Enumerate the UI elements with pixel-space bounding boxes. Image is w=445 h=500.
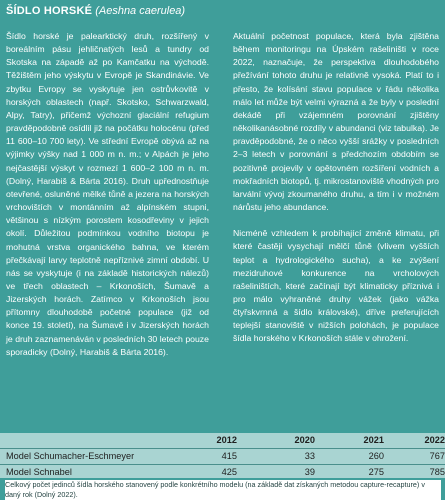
table-header-year: 2012 [180,433,237,449]
right-column [233,30,439,346]
table-cell: 33 [237,449,315,465]
table-row [0,465,445,481]
table-row-label: Model Schnabel [6,467,72,477]
table-header-year: 2020 [237,433,315,449]
table-cell: 260 [315,449,384,465]
article-heading [6,4,185,18]
left-column [6,30,209,359]
left-paragraph: Šídlo horské je palearktický druh, rozšířený v boreálním pásu jehličnatých lesů a tundry od Skotska na západě až po Kamčatku na východě. Těžištěm jeho výskytu v Evropě je Skandinávie. Ve zbytku Evropy se vyskytuje jen ostrůvkovitě v horských oblastech (např. Skotsko, Schwarzwald, Alpy, Tatry), přičemž výchozní glaciální refugium pravděpodobně osídlil již na počátku holocénu (před 11 600–10 700 lety). Ve střední Evropě obývá až na výjimky výšky nad 1 000 m n. m.; v Alpách je jeho nejčastější výskyt v rozmezí 1 600–2 100 m n. m. (Dolný, Harabiš & Bárta 2016). Druh upřednostňuje otevřené, osluněné mělké tůně a jezera na horských vrchovištích v montánním až alpínském stupni, většinou s nízkým porostem kosodřeviny v jejich okolí. Důležitou podmínkou vodního biotopu je mohutná vrstva organického bahna, ve kterém přečkávají larvy teplotně nepříznivé zimní období. U nás se vyskytuje (i na základě historických nálezů) ve třech oblastech – Krkonoších, Šumavě a Jizerských horách. Zatímco v Krkonoších jsou přítomny dlouhodobě početné populace (již od konce 19. století), na Šumavě i v Jizerských horách je druh zaznamenáván v posledních 30 letech pouze sporadicky (Dolný, Harabiš & Bárta 2016). [6,31,209,357]
table-header-empty [0,433,180,449]
table-cell: 415 [180,449,237,465]
table-header-year: 2022 [384,433,445,449]
table-header-row [0,433,445,449]
table-cell: 425 [221,467,237,477]
table-row [0,449,445,465]
table-header-year: 2021 [315,433,384,449]
heading-title: ŠÍDLO HORSKÉ [6,5,93,17]
heading-latin-name: (Aeshna caerulea) [95,5,186,17]
table-cell: 767 [384,449,445,465]
table-cell: 785 [429,467,445,477]
table-cell: 275 [368,467,384,477]
table-row-label: Model Schumacher-Eschmeyer [0,449,180,465]
abundance-table [0,433,445,478]
right-paragraph: Aktuální početnost populace, která byla zjištěna během monitoringu na Úpském rašeliništi v roce 2022, naznačuje, že perspektiva dlouhodobého přežívání tohoto druhu je relativně vysoká. Platí to i přesto, že kolísání stavu populace v řádu několika málo let může být velmi výrazná a že byly v poslední dekádě při vzájemném porovnání zjištěny několikanásobné rozdíly v abundanci (viz tabulka). Je pravděpodobné, že o něco vyšší srážky v posledních 2–3 letech v porovnání s předchozím obdobím se pozitivně projevily v opětovném rozšíření vodních a mokřadních biotopů, tj. mikrostanoviště vhodných pro larvální vývoj zkoumaného druhu, a tím i v možném nárůstu jeho abundance. [233,31,439,213]
table-cell: 39 [304,467,315,477]
table-caption: Celkový počet jedinců šídla horského stanovený podle konkrétního modelu (na základě dat získaných metodou capture-recapture) v daný rok (Dolný 2022). [5,480,441,500]
right-paragraph: Nicméně vzhledem k probíhající změně klimatu, při které častěji vysychají mělčí tůně (vlivem vyšších teplot a hydrologického sucha), a ke zvýšení mezidruhové konkurence na vrcholových rašeliništích, které začínají být klimaticky příznivá i pro málo vyhraněné druhy vážek (jako vážka čtyřskvrnná a šídlo královské), dříve preferujících teplejší stanoviště v nižších polohách, je populace šídla horského v Krkonoších stále v ohrožení. [233,228,439,344]
